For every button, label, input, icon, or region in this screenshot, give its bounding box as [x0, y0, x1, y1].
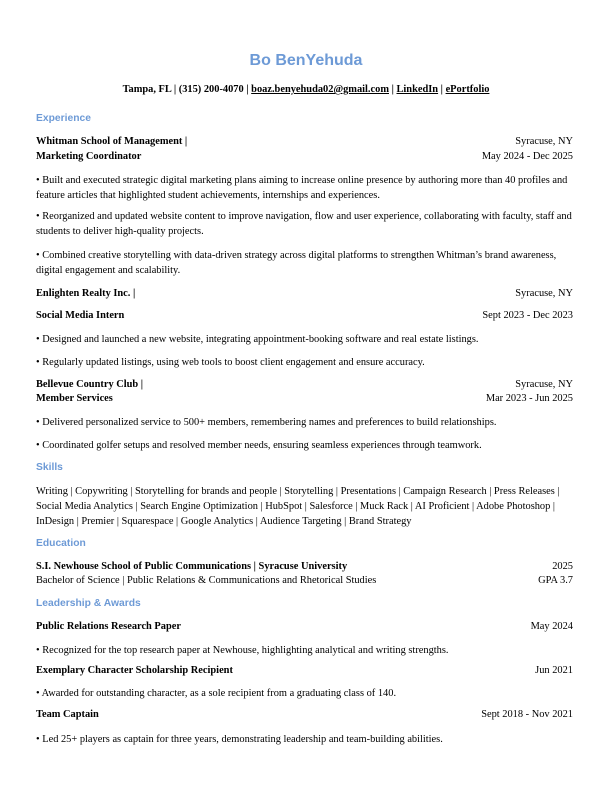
gpa: GPA 3.7: [538, 575, 573, 586]
location: Tampa, FL: [122, 84, 172, 95]
linkedin-link[interactable]: LinkedIn: [396, 84, 439, 95]
job-role: Marketing Coordinator: [36, 151, 142, 162]
award-title: Public Relations Research Paper: [36, 621, 181, 632]
job-dates: Sept 2023 - Dec 2023: [482, 310, 573, 321]
phone: (315) 200-4070: [178, 84, 244, 95]
section-heading-skills: Skills: [36, 462, 63, 473]
job-location: Syracuse, NY: [515, 288, 573, 299]
email-link[interactable]: boaz.benyehuda02@gmail.com: [251, 84, 389, 95]
job-bullet: • Regularly updated listings, using web tools to boost client engagement and ensure accuracy.: [36, 357, 425, 368]
separator: |: [243, 84, 252, 95]
award-date: Sept 2018 - Nov 2021: [481, 709, 573, 720]
job-bullet: • Delivered personalized service to 500+ members, remembering names and preferences to build relationships.: [36, 417, 497, 428]
job-organization: Bellevue Country Club |: [36, 379, 144, 390]
job-bullet: • Reorganized and updated website content to improve navigation, flow and user experience, collaborating with faculty, staff and students to deliver high-quality projects.: [36, 211, 572, 237]
award-bullet: • Recognized for the top research paper at Newhouse, highlighting analytical and writing strengths.: [36, 645, 449, 656]
skills-list: Writing | Copywriting | Storytelling for brands and people | Storytelling | Presentations | Campaign Research | Press Releases | Social Media Analytics | Search Engine Optimization | HubSpot | Salesforce | Muck Rack | AI Proficient | Adobe Photoshop | InDesign | Premier | Squarespace | Google Analytics | Audience Targeting | Brand Strategy: [36, 486, 560, 527]
section-heading-leadership: Leadership & Awards: [36, 598, 141, 609]
job-organization: Whitman School of Management |: [36, 136, 188, 147]
degree: Bachelor of Science | Public Relations & Communications and Rhetorical Studies: [36, 575, 377, 586]
job-bullet: • Built and executed strategic digital marketing plans aiming to increase online presence by authoring more than 40 profiles and feature articles that highlighted student achievements, internships and experiences.: [36, 175, 568, 201]
eportfolio-link[interactable]: ePortfolio: [445, 84, 490, 95]
job-role: Member Services: [36, 393, 113, 404]
contact-line: [0, 84, 612, 95]
separator: |: [389, 84, 397, 95]
job-bullet: • Designed and launched a new website, integrating appointment-booking software and real estate listings.: [36, 334, 479, 345]
job-bullet: • Combined creative storytelling with data-driven strategy across digital platforms to strengthen Whitman’s brand awareness, digital engagement and scalability.: [36, 250, 557, 276]
job-location: Syracuse, NY: [515, 379, 573, 390]
section-heading-experience: Experience: [36, 113, 91, 124]
separator: |: [438, 84, 446, 95]
separator: |: [171, 84, 179, 95]
award-date: Jun 2021: [535, 665, 573, 676]
school-name: S.I. Newhouse School of Public Communications | Syracuse University: [36, 561, 348, 572]
award-date: May 2024: [530, 621, 573, 632]
job-dates: May 2024 - Dec 2025: [481, 151, 573, 162]
job-organization: Enlighten Realty Inc. |: [36, 288, 136, 299]
job-location: Syracuse, NY: [515, 136, 573, 147]
job-bullet: • Coordinated golfer setups and resolved member needs, ensuring seamless experiences through teamwork.: [36, 440, 482, 451]
graduation-year: 2025: [552, 561, 573, 572]
job-dates: Mar 2023 - Jun 2025: [485, 393, 573, 404]
section-heading-education: Education: [36, 538, 86, 549]
resume-name: Bo BenYehuda: [249, 52, 363, 69]
award-bullet: • Awarded for outstanding character, as a sole recipient from a graduating class of 140.: [36, 688, 397, 699]
award-title: Team Captain: [36, 709, 99, 720]
award-title: Exemplary Character Scholarship Recipient: [36, 665, 233, 676]
job-role: Social Media Intern: [36, 310, 125, 321]
award-bullet: • Led 25+ players as captain for three years, demonstrating leadership and team-building abilities.: [36, 734, 443, 745]
